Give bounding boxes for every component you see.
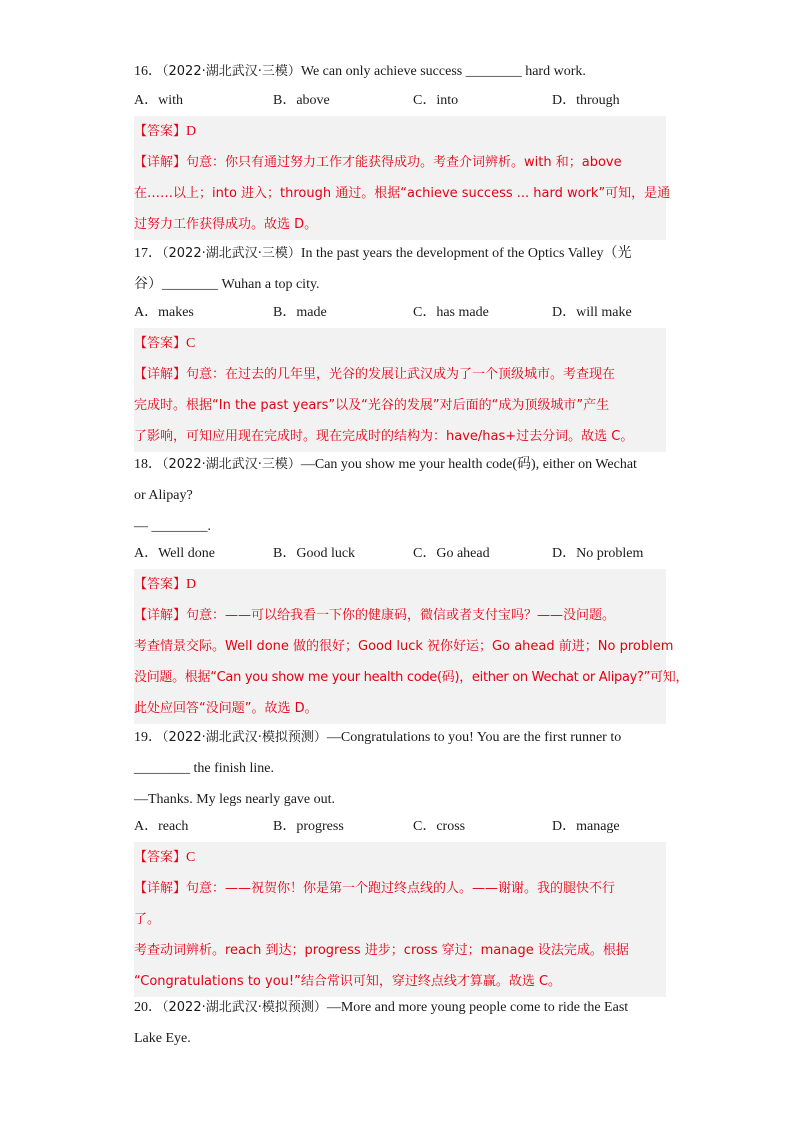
answer-block-18 xyxy=(134,569,689,724)
options-19 xyxy=(134,812,668,842)
question-text: —Thanks. My legs nearly gave out. xyxy=(134,792,336,807)
question-text: Lake Eye. xyxy=(134,1031,191,1046)
question-text: 19．（2022·湖北武汉·模拟预测）—Congratulations to you! You are the first runner to xyxy=(134,730,622,745)
options-16 xyxy=(134,86,668,116)
explanation-line: 考查情景交际。Well done 做的很好；Good luck 祝你好运；Go ahead 前进；No problem xyxy=(134,639,674,654)
explanation-line: 了。 xyxy=(134,912,161,927)
question-text: ________ the finish line. xyxy=(134,761,274,776)
answer-line: 【答案】C xyxy=(134,336,196,351)
question-text: 20．（2022·湖北武汉·模拟预测）—More and more young people come to ride the East xyxy=(134,1000,629,1015)
option-b: B．Good luck xyxy=(273,546,356,561)
explanation-line: 完成时。根据“In the past years”以及“光谷的发展”对后面的“成为顶级城市”产生 xyxy=(134,398,610,413)
option-d: D．through xyxy=(552,93,620,108)
option-c: C．Go ahead xyxy=(413,546,490,561)
answer-block-17 xyxy=(134,328,666,452)
answer-block-19 xyxy=(134,842,666,997)
option-b: B．progress xyxy=(273,819,344,834)
question-text: or Alipay? xyxy=(134,488,193,503)
option-a: A．reach xyxy=(134,819,189,834)
explanation-line: 【详解】句意：——可以给我看一下你的健康码，微信或者支付宝吗？——没问题。 xyxy=(134,608,616,623)
question-text: — ________. xyxy=(134,519,211,534)
question-17 xyxy=(134,238,668,300)
question-18 xyxy=(134,449,668,542)
answer-line: 【答案】D xyxy=(134,124,197,139)
question-20 xyxy=(134,992,668,1054)
explanation-line: 考查动词辨析。reach 到达；progress 进步；cross 穿过；manage 设法完成。根据 xyxy=(134,943,629,958)
question-text: 谷）________ Wuhan a top city. xyxy=(134,277,320,292)
explanation-line: 【详解】句意：你只有通过努力工作才能获得成功。考查介词辨析。with 和；above xyxy=(134,155,622,170)
option-c: C．has made xyxy=(413,305,489,320)
option-c: C．cross xyxy=(413,819,466,834)
explanation-line: 【详解】句意：——祝贺你！你是第一个跑过终点线的人。——谢谢。我的腿快不行 xyxy=(134,881,616,896)
answer-block-16 xyxy=(134,116,671,240)
option-a: A．Well done xyxy=(134,546,215,561)
option-d: D．will make xyxy=(552,305,632,320)
option-a: A．with xyxy=(134,93,183,108)
answer-line: 【答案】C xyxy=(134,850,196,865)
explanation-line: 此处应回答“没问题”。故选 D。 xyxy=(134,701,318,716)
explanation-line: 在……以上；into 进入；through 通过。根据“achieve success ... hard work”可知，是通 xyxy=(134,186,671,201)
question-text: 17．（2022·湖北武汉·三模）In the past years the development of the Optics Valley（光 xyxy=(134,246,632,261)
answer-line: 【答案】D xyxy=(134,577,197,592)
option-b: B．made xyxy=(273,305,327,320)
option-d: D．No problem xyxy=(552,546,644,561)
options-18 xyxy=(134,539,668,569)
option-b: B．above xyxy=(273,93,330,108)
explanation-line: 了影响，可知应用现在完成时。现在完成时的结构为：have/has+过去分词。故选 C。 xyxy=(134,429,634,444)
explanation-line: 过努力工作获得成功。故选 D。 xyxy=(134,217,318,232)
question-text: 16．（2022·湖北武汉·三模）We can only achieve success ________ hard work. xyxy=(134,64,586,79)
explanation-line: 没问题。根据“Can you show me your health code(码)，either on Wechat or Alipay?”可知， xyxy=(134,670,689,685)
option-d: D．manage xyxy=(552,819,620,834)
question-16 xyxy=(134,56,668,87)
option-c: C．into xyxy=(413,93,459,108)
question-19 xyxy=(134,722,668,815)
explanation-line: 【详解】句意：在过去的几年里，光谷的发展让武汉成为了一个顶级城市。考查现在 xyxy=(134,367,616,382)
explanation-line: “Congratulations to you!”结合常识可知，穿过终点线才算赢。故选 C。 xyxy=(134,974,562,989)
question-text: 18．（2022·湖北武汉·三模）—Can you show me your health code(码), either on Wechat xyxy=(134,457,637,472)
options-17 xyxy=(134,298,668,328)
option-a: A．makes xyxy=(134,305,194,320)
